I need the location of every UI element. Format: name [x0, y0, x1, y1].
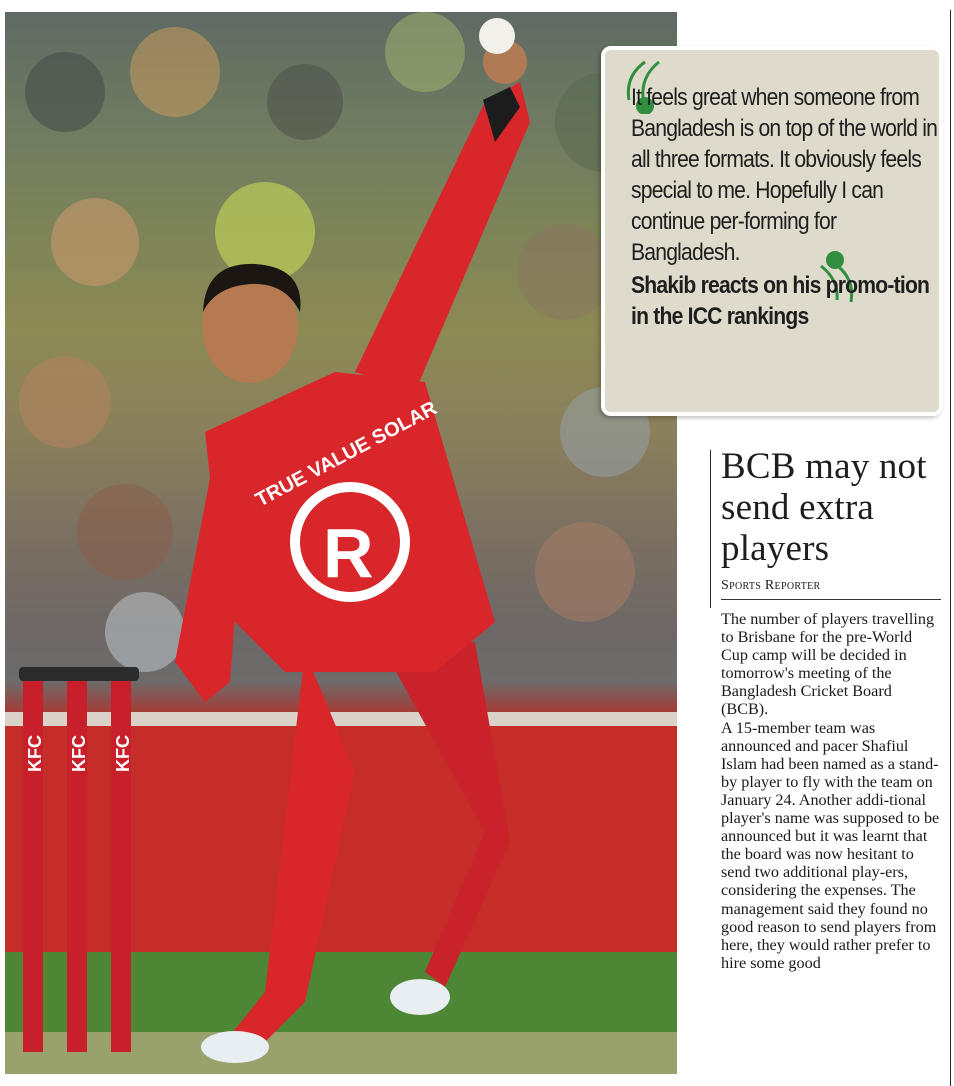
- shirt-sponsor: TRUE VALUE SOLAR: [252, 397, 441, 512]
- bowler-illustration: [5, 12, 677, 1074]
- bowler-shoe: [390, 979, 450, 1015]
- quote-body: It feels great when someone from Bangladesh is on top of the world in all three formats. It obviously feels special to me. Hopefully I can continue per-forming for Bangladesh.: [631, 84, 938, 266]
- svg-text:KFC: KFC: [25, 735, 45, 772]
- article-byline: Sports Reporter: [721, 578, 941, 600]
- cricket-ball: [479, 18, 515, 54]
- quote-attribution: Shakib reacts on his promo-tion in the ICC rankings: [631, 272, 930, 330]
- bowler-shoe: [201, 1031, 269, 1063]
- article: [721, 446, 943, 1080]
- stumps: [19, 667, 139, 1052]
- svg-text:KFC: KFC: [113, 735, 133, 772]
- cricket-photo: [5, 12, 677, 1074]
- svg-text:KFC: KFC: [69, 735, 89, 772]
- pull-quote-box: [601, 46, 943, 416]
- headline-rule: [710, 450, 711, 608]
- bowler-other-arm: [175, 452, 245, 702]
- column-rule: [950, 10, 951, 1086]
- pull-quote-text: [631, 82, 939, 332]
- svg-text:R: R: [323, 514, 374, 592]
- article-body: The number of players travelling to Brisbane for the pre-World Cup camp will be decided in tomorrow's meeting of the Bangladesh Cricket Board (BCB). A 15-member team was announced and pacer Shafiul Islam had been named as a stand-by player to fly with the team on January 24. Another addi-tional player's name was supposed to be announced but it was learnt that the board was now hesitant to send two additional play-ers, considering the expenses. The management said they found no good reason to send players from here, they would rather prefer to hire some good: [721, 610, 940, 972]
- article-headline: BCB may not send extra players: [721, 446, 927, 569]
